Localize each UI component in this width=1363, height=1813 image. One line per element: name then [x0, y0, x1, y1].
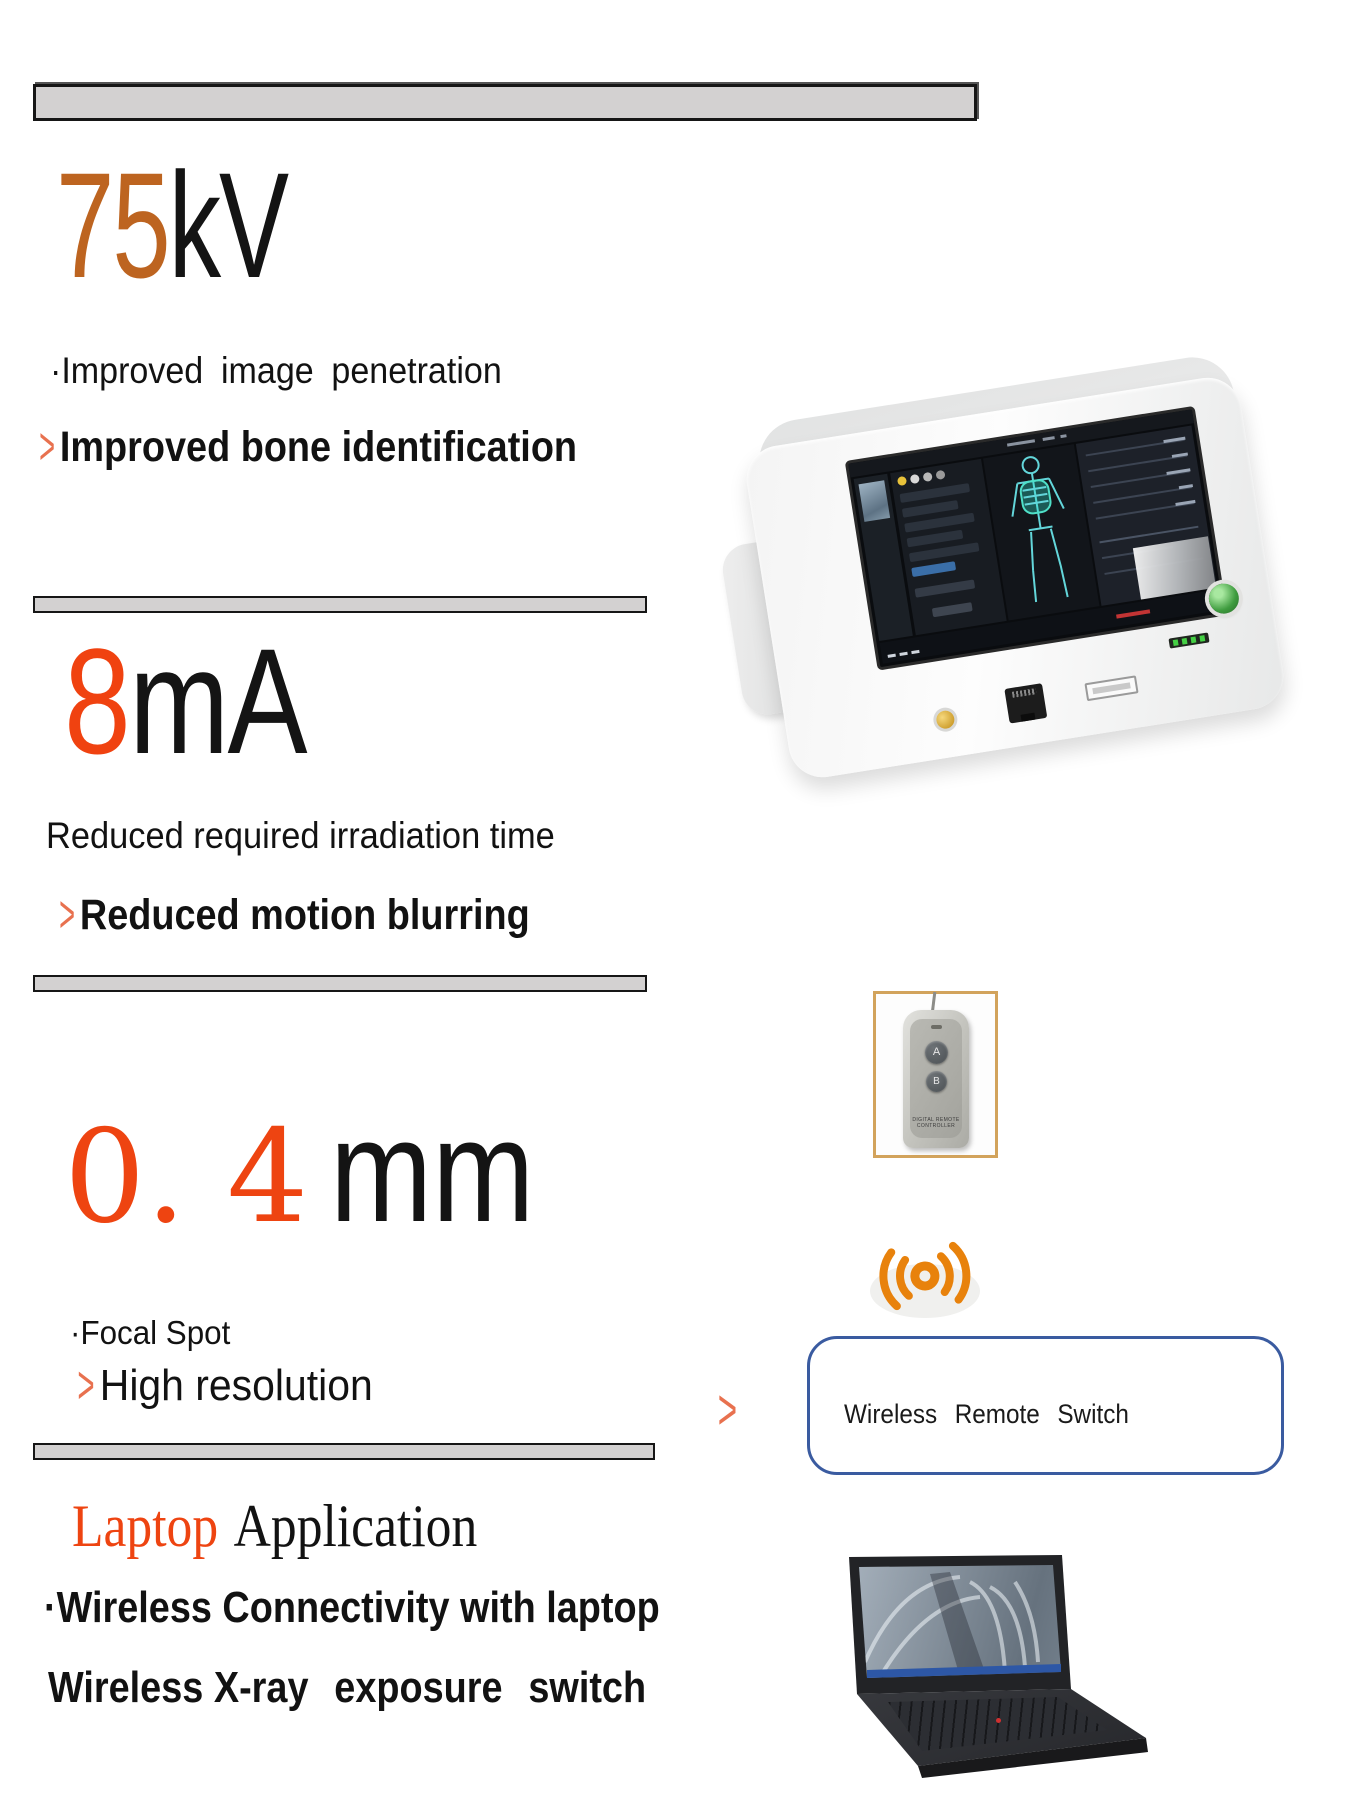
- remote-button-b: B: [926, 1071, 947, 1092]
- laptop-photo: [830, 1542, 1164, 1798]
- kv-feature-text: Improved bone identification: [59, 423, 578, 471]
- spec-mm-unit: mm: [330, 1089, 535, 1252]
- ma-feature-text: Reduced motion blurring: [79, 891, 530, 939]
- remote-button-a: A: [925, 1041, 948, 1064]
- chevron-icon: >: [717, 1376, 738, 1442]
- screen-dot-icon: [935, 470, 945, 480]
- wireless-remote-switch-callout: [807, 1336, 1284, 1475]
- coaxial-connector: [935, 709, 956, 730]
- spec-ma-unit: mA: [129, 617, 306, 785]
- spec-8-number: 8: [64, 617, 130, 785]
- wireless-signal-icon: [862, 1236, 988, 1318]
- status-red-text-bar: [1116, 609, 1150, 618]
- screen-dot-icon: [910, 474, 920, 484]
- kv-bullet-line: ·Improved image penetration: [50, 350, 502, 391]
- divider-bar-top: [33, 84, 977, 121]
- ma-feature-line: [56, 885, 530, 945]
- spec-value-75kv: [56, 141, 287, 309]
- laptop-title-accent: Laptop: [72, 1493, 219, 1559]
- remote-body: [903, 1010, 969, 1148]
- remote-face-panel: [910, 1019, 962, 1138]
- chevron-icon: >: [59, 885, 76, 945]
- chevron-icon: >: [39, 417, 56, 477]
- spec-value-8ma: [64, 617, 306, 785]
- chevron-icon: >: [77, 1355, 95, 1416]
- divider-bar-4: [33, 1443, 655, 1460]
- device-touchscreen: [845, 406, 1228, 671]
- spec-value-04mm: [64, 1089, 574, 1252]
- trackpoint: [996, 1718, 1001, 1723]
- spec-04-number: 0. 4: [64, 1103, 309, 1252]
- spec-kv-unit: kV: [168, 141, 287, 309]
- remote-caption: DIGITAL REMOTE CONTROLLER: [912, 1117, 960, 1129]
- laptop-section-title: [72, 1493, 478, 1559]
- remote-led-slot: [931, 1025, 942, 1029]
- ma-bullet-line: Reduced required irradiation time: [46, 815, 555, 856]
- laptop-title-rest: Application: [233, 1493, 478, 1559]
- radiation-icon: [897, 476, 907, 486]
- ethernet-port: [1004, 683, 1047, 724]
- mm-bullet-line: ·Focal Spot: [70, 1314, 231, 1351]
- mm-feature-text: High resolution: [99, 1361, 373, 1410]
- divider-bar-2: [33, 596, 647, 613]
- screen-dot-icon: [923, 472, 933, 482]
- laptop-feature-line-1: ·Wireless Connectivity with laptop: [44, 1583, 660, 1632]
- screen-reflection: [1133, 536, 1216, 599]
- battery-led-indicator: [1168, 632, 1209, 648]
- divider-bar-3: [33, 975, 647, 992]
- spec-75-number: 75: [56, 141, 169, 309]
- usb-port: [1084, 675, 1138, 701]
- chest-xray-thumbnail: [858, 480, 890, 522]
- kv-feature-line: [36, 417, 578, 477]
- remote-control-photo: [873, 991, 998, 1158]
- callout-label: Wireless Remote Switch: [844, 1399, 1129, 1429]
- mm-feature-line: [74, 1355, 373, 1416]
- xray-generator-photo: [720, 290, 1300, 810]
- laptop-feature-line-2: Wireless X-ray exposure switch: [48, 1663, 647, 1712]
